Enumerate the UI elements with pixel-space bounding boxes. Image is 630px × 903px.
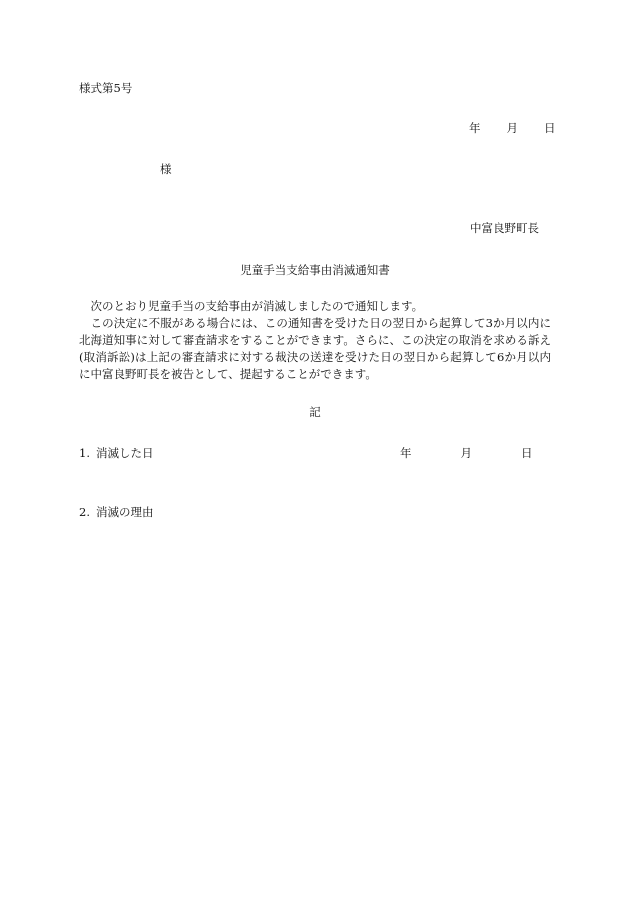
form-number: 様式第5号 <box>79 81 133 95</box>
ki-heading: 記 <box>309 405 321 419</box>
item-number: 1. <box>79 446 90 460</box>
extinction-date-fields <box>400 447 533 461</box>
issuer-name: 中富良野町長 <box>470 221 539 235</box>
item-label: 消滅の理由 <box>96 505 154 519</box>
date-year-label: 年 <box>469 121 481 135</box>
item-extinction-reason <box>79 506 154 520</box>
body-paragraph: 次のとおり児童手当の支給事由が消滅しましたので通知します。 <box>90 299 424 313</box>
body-text <box>79 298 551 383</box>
body-paragraph: この決定に不服がある場合には、この通知書を受けた日の翌日から起算して3か月以内に北海道知事に対して審査請求をすることができます。さらに、この決定の取消を求める訴え(取消訴訟)は上記の審査請求に対する裁決の送達を受けた日の翌日から起算して6か月以内に中富良野町長を被告として、提起することができます。 <box>79 316 551 381</box>
document-title: 児童手当支給事由消滅通知書 <box>240 263 390 277</box>
item-label: 消滅した日 <box>96 446 154 460</box>
extinction-month-label: 月 <box>460 446 472 460</box>
item-extinction-date <box>79 447 154 461</box>
date-day-label: 日 <box>544 121 556 135</box>
extinction-year-label: 年 <box>400 446 412 460</box>
extinction-day-label: 日 <box>521 446 533 460</box>
date-month-label: 月 <box>506 121 518 135</box>
recipient-suffix: 様 <box>160 162 172 176</box>
issue-date <box>469 122 556 136</box>
item-number: 2. <box>79 505 90 519</box>
